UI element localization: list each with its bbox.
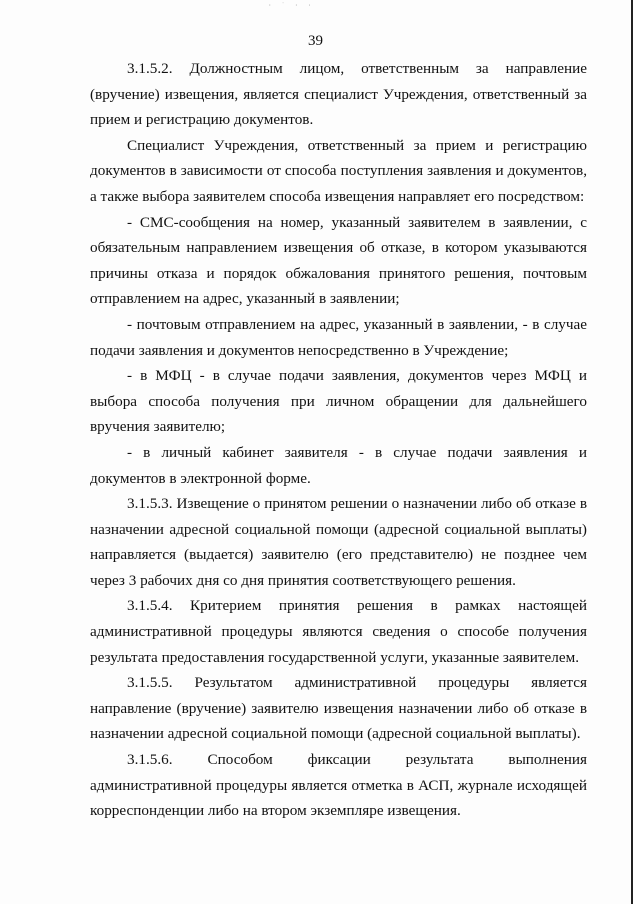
paragraph-3-1-5-2: 3.1.5.2. Должностным лицом, ответственным за направление (вручение) извещения, является специалист Учреждения, ответственный за прием и регистрацию документов.	[90, 60, 587, 129]
list-item-post: - почтовым отправлением на адрес, указанный в заявлении, - в случае подачи заявления и документов непосредственно в Учреждение;	[90, 315, 587, 359]
paragraph-3-1-5-3: 3.1.5.3. Извещение о принятом решении о назначении либо об отказе в назначении адресной социальной помощи (адресной социальной выплаты) направляется (выдается) заявителю (его представителю) не позднее чем через 3 рабочих дня со дня принятия соответствующего решения.	[90, 495, 587, 589]
document-body	[90, 56, 587, 824]
page-number: 39	[308, 33, 323, 49]
paragraph-3-1-5-6: 3.1.5.6. Способом фиксации результата выполнения административной процедуры является отметка в АСП, журнале исходящей корреспонденции либо на втором экземпляре извещения.	[90, 751, 587, 820]
list-item-personal-account: - в личный кабинет заявителя - в случае подачи заявления и документов в электронной форме.	[90, 443, 587, 487]
list-item-sms: - СМС-сообщения на номер, указанный заявителем в заявлении, с обязательным направлением извещения об отказе, в котором указываются причины отказа и порядок обжалования принятого решения, почтовым отправлением на адрес, указанный в заявлении;	[90, 213, 587, 308]
paragraph-specialist: Специалист Учреждения, ответственный за прием и регистрацию документов в зависимости от способа поступления заявления и документов, а также выбора заявителем способа извещения направляет его посредством:	[90, 136, 587, 205]
scan-artifact: · ˙ · ·	[268, 2, 315, 9]
paragraph-3-1-5-5: 3.1.5.5. Результатом административной процедуры является направление (вручение) заявителю извещения назначении либо об отказе в назначении адресной социальной помощи (адресной социальной выплаты).	[90, 674, 587, 743]
list-item-mfc: - в МФЦ - в случае подачи заявления, документов через МФЦ и выбора способа получения при личном обращении для дальнейшего вручения заявителю;	[90, 367, 587, 436]
paragraph-3-1-5-4: 3.1.5.4. Критерием принятия решения в рамках настоящей административной процедуры являются сведения о способе получения результата предоставления государственной услуги, указанные заявителем.	[90, 597, 587, 666]
